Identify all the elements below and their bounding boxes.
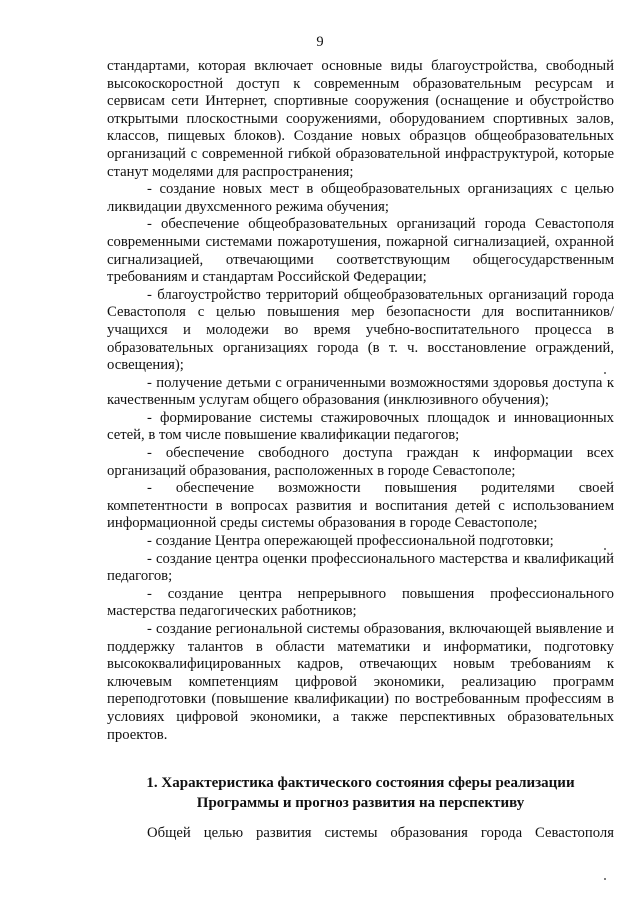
list-item: - создание центра оценки профессионального мастерства и квалификаций педагогов; xyxy=(107,550,614,585)
list-item: - создание центра непрерывного повышения профессионального мастерства педагогических работников; xyxy=(107,585,614,620)
list-item: - формирование системы стажировочных площадок и инновационных сетей, в том числе повышение квалификации педагогов; xyxy=(107,409,614,444)
list-item: - благоустройство территорий общеобразовательных организаций города Севастополя с целью повышения мер безопасности для воспитанников/учащихся и молодежи во время учебно-воспитательного процесса в образовательных организациях города (в т. ч. восстановление ограждений, освещения); xyxy=(107,286,614,374)
page-number: 9 xyxy=(316,34,324,50)
section-heading-line-1: 1. Характеристика фактического состояния сферы реализации xyxy=(146,775,575,791)
list-item: - обеспечение свободного доступа граждан к информации всех организаций образования, расположенных в городе Севастополе; xyxy=(107,445,614,479)
intro-paragraph: стандартами, которая включает основные виды благоустройства, свободный высокоскоростной доступ к современным образовательным ресурсам и сервисам сети Интернет, спортивные сооружения (оснащение и обустройство открытыми плоскостными сооружениями, оборудованием спортивных залов, классов, пищевых блоков). Создание новых образцов общеобразовательных организаций с современной гибкой образовательной инфраструктурой, которые станут моделями для распространения; xyxy=(107,58,614,180)
section-heading xyxy=(107,773,614,813)
list-item: - обеспечение общеобразовательных организаций города Севастополя современными системами пожаротушения, пожарной сигнализацией, охранной сигнализацией, отвечающими соответствующим общегосударственным требованиям и стандартам Российской Федерации; xyxy=(107,216,614,286)
list-item: - создание региональной системы образования, включающей выявление и поддержку талантов в области математики и информатики, подготовку высококвалифицированных кадров, отвечающих новым требованиям к ключевым компетенциям цифровой экономики, реализацию программ переподготовки (повышение квалификации) по востребованным профессиям в условиях цифровой экономики, а также перспективных образовательных проектов. xyxy=(107,621,614,743)
margin-speck xyxy=(604,878,606,880)
list-item: - создание Центра опережающей профессиональной подготовки; xyxy=(147,533,554,550)
document-body xyxy=(107,58,614,744)
section-heading-line-2: Программы и прогноз развития на перспективу xyxy=(196,795,525,811)
margin-speck xyxy=(604,372,606,374)
margin-speck xyxy=(604,548,606,550)
list-item: - получение детьми с ограниченными возможностями здоровья доступа к качественным услугам общего образования (инклюзивного обучения); xyxy=(107,374,614,409)
closing-paragraph: Общей целью развития системы образования города Севастополя xyxy=(147,825,614,841)
list-item: - создание новых мест в общеобразовательных организациях с целью ликвидации двухсменного режима обучения; xyxy=(107,181,614,215)
list-item: - обеспечение возможности повышения родителями своей компетентности в вопросах развития и воспитания детей с использованием информационной среды системы образования в городе Севастополе; xyxy=(107,480,614,532)
